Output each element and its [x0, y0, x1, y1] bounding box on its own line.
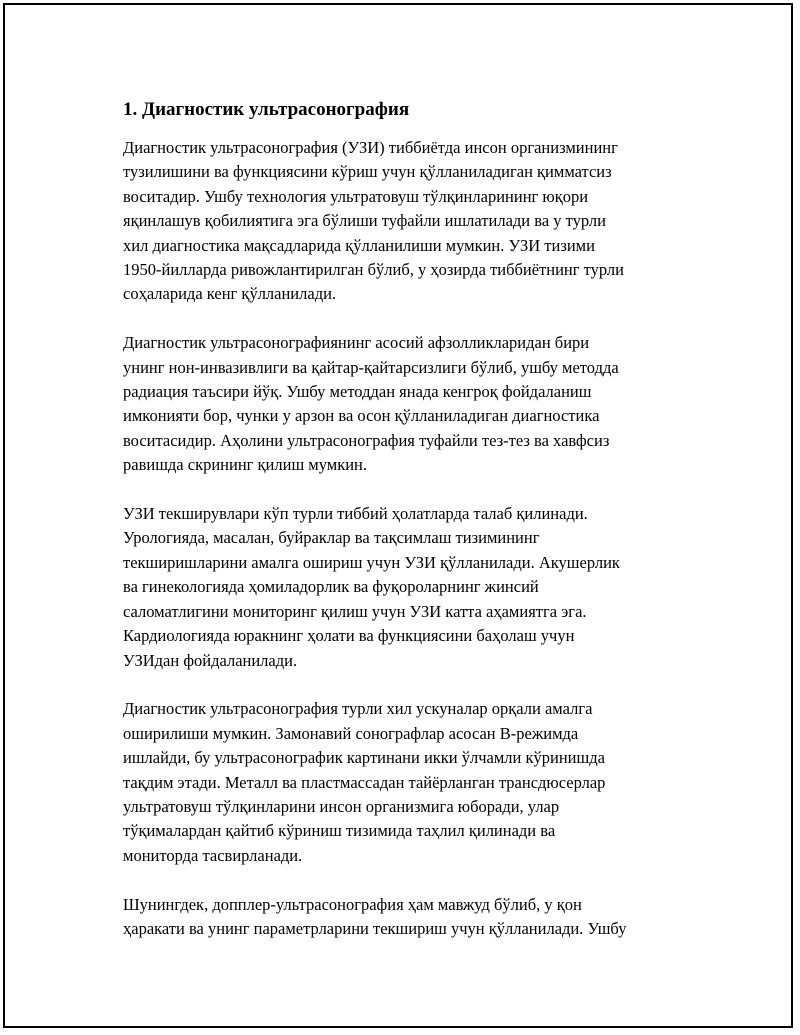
paragraph-list	[123, 136, 723, 941]
text-line: тузилишини ва функциясини кўриш учун қўлланиладиган қимматсиз	[123, 162, 612, 182]
text-line: мониторда тасвирланади.	[123, 845, 303, 865]
paragraph	[123, 136, 723, 307]
text-line: саломатлигини мониторинг қилиш учун УЗИ катта аҳамиятга эга.	[123, 601, 587, 621]
text-line: хил диагностика мақсадларида қўлланилиши мумкин. УЗИ тизими	[123, 235, 595, 255]
text-line: воситадир. Ушбу технология ультратовуш тўлқинларининг юқори	[123, 186, 589, 206]
paragraph	[123, 893, 723, 942]
text-line: УЗИ текширувлари кўп турли тиббий ҳолатларда талаб қилинади.	[123, 504, 588, 524]
text-line: Диагностик ультрасонографиянинг асосий афзолликларидан бири	[123, 333, 590, 353]
text-line: соҳаларида кенг қўлланилади.	[123, 284, 337, 304]
text-line: тўқималардан қайтиб кўриниш тизимида таҳлил қилинади ва	[123, 821, 556, 841]
text-line: воситасидир. Аҳолини ультрасонография туфайли тез-тез ва хавфсиз	[123, 430, 610, 450]
text-line: Кардиологияда юракнинг ҳолати ва функциясини баҳолаш учун	[123, 626, 575, 646]
text-line: ультратовуш тўлқинларини инсон организмига юборади, улар	[123, 796, 560, 816]
text-line: ва гинекологияда ҳомиладорлик ва фуқороларнинг жинсий	[123, 577, 539, 597]
text-line: имконияти бор, чунки у арзон ва осон қўлланиладиган диагностика	[123, 406, 600, 426]
text-line: Урологияда, масалан, буйраклар ва тақсимлаш тизимининг	[123, 528, 540, 548]
text-line: тақдим этади. Металл ва пластмассадан тайёрланган трансдюсерлар	[123, 772, 606, 792]
paragraph	[123, 502, 723, 673]
text-line: 1950-йилларда ривожлантирилган бўлиб, у ҳозирда тиббиётнинг турли	[123, 260, 624, 280]
text-line: оширилиши мумкин. Замонавий сонографлар асосан B-режимда	[123, 723, 579, 743]
document-body	[123, 97, 723, 966]
text-line: радиация таъсири йўқ. Ушбу методдан янада кенгроқ фойдаланиш	[123, 382, 592, 402]
page-frame	[3, 3, 793, 1028]
text-line: ҳаракати ва унинг параметрларини текшириш учун қўлланилади. Ушбу	[123, 918, 627, 938]
section-heading: 1. Диагностик ультрасонография	[123, 99, 410, 120]
text-line: Диагностик ультрасонография (УЗИ) тиббиётда инсон организмининг	[123, 138, 618, 157]
text-line: ишлайди, бу ультрасонографик картинани икки ўлчамли кўринишда	[123, 748, 605, 768]
text-line: Шунингдек, допплер-ультрасонография ҳам мавжуд бўлиб, у қон	[123, 894, 582, 914]
text-line: унинг нон-инвазивлиги ва қайтар-қайтарсизлиги бўлиб, ушбу методда	[123, 357, 619, 377]
paragraph	[123, 697, 723, 868]
text-line: яқинлашув қобилиятига эга бўлиши туфайли ишлатилади ва у турли	[123, 211, 606, 231]
paragraph	[123, 331, 723, 477]
text-line: УЗИдан фойдаланилади.	[123, 650, 298, 670]
text-line: Диагностик ультрасонография турли хил ускуналар орқали амалга	[123, 699, 593, 719]
text-line: равишда скрининг қилиш мумкин.	[123, 455, 368, 475]
text-line: текширишларини амалга ошириш учун УЗИ қўлланилади. Акушерлик	[123, 552, 620, 572]
